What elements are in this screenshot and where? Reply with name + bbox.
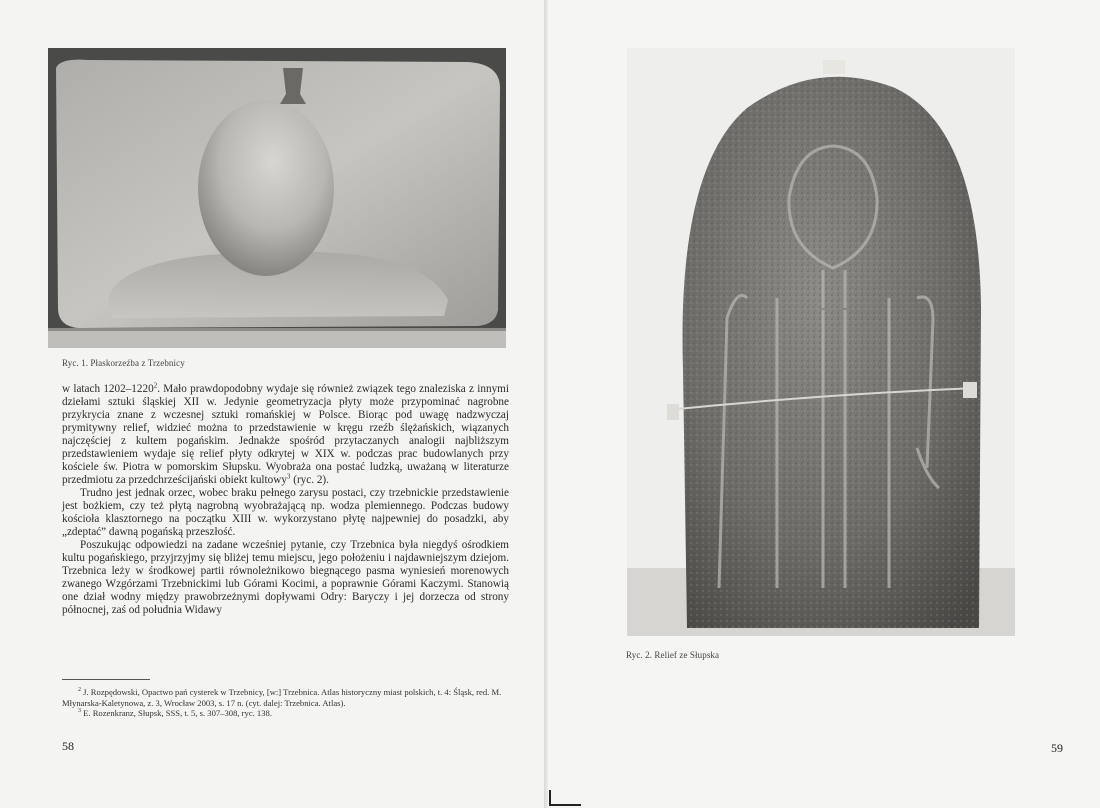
page-number-left: 58 [62, 739, 74, 753]
footnote-3-number: 3 [78, 708, 81, 715]
left-page [0, 0, 548, 808]
footnote-2-text: J. Rozpędowski, Opactwo pań cysterek w Trzebnicy, [w:] Trzebnica. Atlas historyczny miast polskich, t. 4: Śląsk, red. M. Młynarska-Kaletynowa, z. 3, Wrocław 2003, s. 17 n. (cyt. dalej: Trzebnica. Atlas). [62, 687, 502, 708]
paragraph-1-text-b: . Mało prawdopodobny wydaje się również związek tego znaleziska z innymi dziełami sztuki śląskiej XII w. Jedynie geometryzacja płyty może przypominać nagrobne przykrycia znane z wczesnej sztuki romańskiej w Polsce. Biorąc pod uwagę nadzwyczaj prymitywny relief, widzieć można to przedstawienie w kręgu rzeźb ślężańskich, wiązanych najczęściej z kultem pogańskim. Jednakże spośród przytaczanych analogii najbliższym przedstawieniem wydaje się relief płyty odkrytej w XIX w. podczas prac budowlanych przy kościele św. Piotra w pomorskim Słupsku. Wyobraża ona postać ludzką, uważaną w literaturze przedmiotu za przedchrześcijański obiekt kultowy [62, 383, 509, 486]
figure-trzebnica-relief-photo [48, 48, 506, 348]
paragraph-1 [62, 383, 509, 487]
footnote-2-number: 2 [78, 687, 81, 694]
footnote-separator [62, 679, 150, 680]
figure-1-caption: Ryc. 1. Płaskorzeźba z Trzebnicy [62, 358, 185, 368]
footnote-3-text: E. Rozenkranz, Słupsk, SSS, t. 5, s. 307–308, ryc. 138. [83, 708, 272, 718]
figure-2-caption: Ryc. 2. Relief ze Słupska [626, 650, 720, 660]
page-number-right: 59 [1051, 741, 1063, 755]
paragraph-3: Poszukując odpowiedzi na zadane wcześniej pytanie, czy Trzebnica była niegdyś ośrodkiem kultu pogańskiego, przyjrzyjmy się bliżej temu miejscu, jego położeniu i najdawniejszym dziejom. Trzebnica leży w środkowej partii równoleżnikowo biegnącego pasma wyniesień morenowych zwanego Wzgórzami Trzebnickimi lub Górami Kocimi, a poprawnie Górami Kaczymi. Stanowią one dział wodny między prawobrzeżnymi dopływami Odry: Baryczy i jej dorzecza od strony północnej, zaś od południa Widawy [62, 539, 509, 616]
paragraph-1-text-a: w latach 1202–1220 [62, 383, 154, 395]
footnote-ref-2: 2 [153, 381, 158, 390]
footnote-3 [62, 708, 509, 719]
right-page [548, 0, 1100, 808]
paragraph-2: Trudno jest jednak orzec, wobec braku pełnego zarysu postaci, czy trzebnickie przedstawienie jest bożkiem, czy też płytą nagrobną wyobrażającą np. wodza plemiennego. Podczas budowy kościoła klasztornego na początku XIII w. wykorzystano płytę najpewniej do posadzki, aby „zdeptać” dawną pogańską przeszłość. [62, 487, 509, 538]
binding-corner-mark [549, 790, 581, 806]
footnote-2 [62, 687, 509, 708]
figure-slupsk-relief-photo [627, 48, 1015, 636]
main-text [62, 383, 509, 617]
footnotes [62, 687, 509, 719]
paragraph-1-text-c: (ryc. 2). [290, 474, 329, 486]
footnote-ref-3: 3 [286, 472, 291, 481]
